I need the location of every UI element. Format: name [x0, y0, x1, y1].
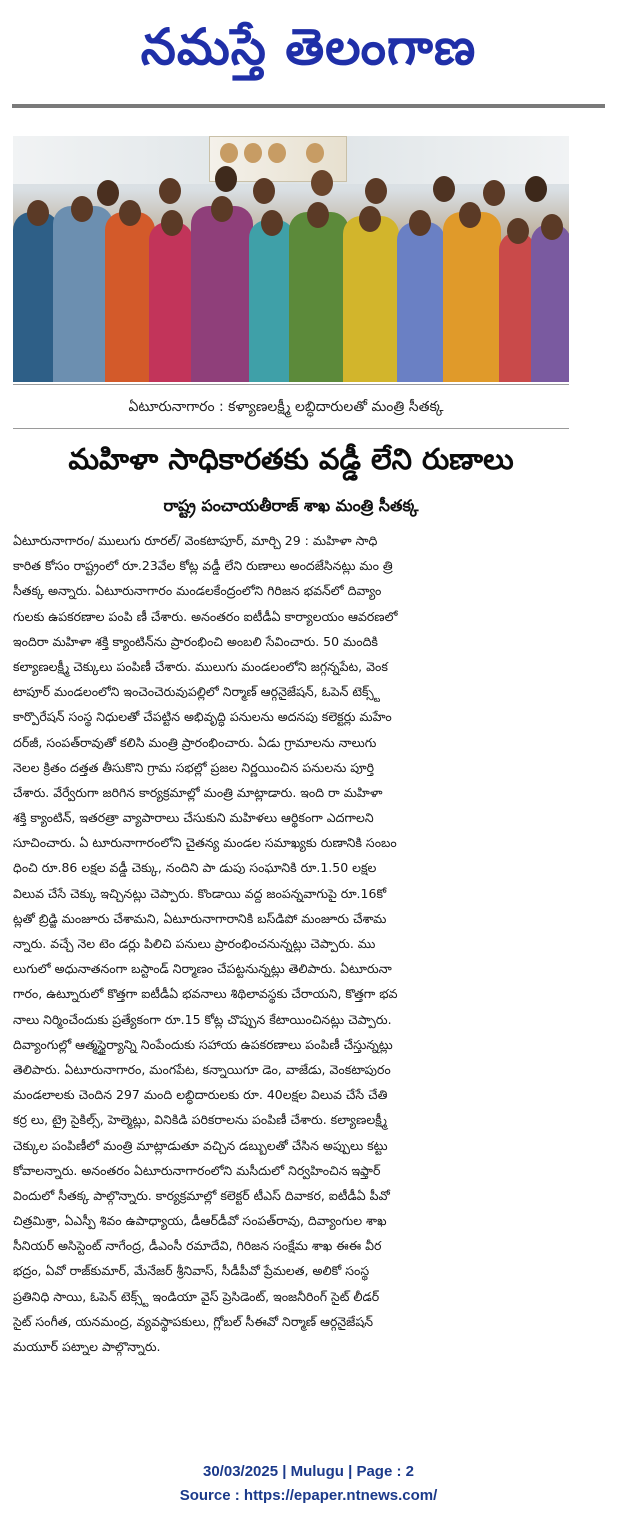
article-line: దర్‌జీ, సంపత్‌రావుతో కలిసి మంత్రి ప్రారంభించారు. ఏడు గ్రామాలను నాలుగు — [13, 734, 377, 750]
person-head — [97, 180, 119, 206]
article-line: సూచించారు. ఏ టూరునాగారంలోని చైతన్య మండల సమాఖ్యకు రుణానికి సంబం — [13, 835, 397, 851]
person-figure — [289, 212, 349, 382]
banner-portrait-icon — [268, 143, 286, 163]
article-line: కోవాలన్నారు. అనంతరం ఏటూరునాగారంలోని మసీదులో నిర్వహించిన ఇఫ్తార్ — [13, 1162, 381, 1178]
article-line: నెలల క్రితం దత్తత తీసుకొని గ్రామ సభల్లో ప్రజల నిర్ణయించిన పనులను పూర్తి — [13, 759, 375, 775]
article-line: న్నారు. వచ్చే నెల టెం డర్లు పిలిచి పనులు ప్రారంభించనున్నట్లు చెప్పారు. ము — [13, 936, 376, 951]
person-head — [27, 200, 49, 226]
person-figure — [149, 222, 193, 382]
person-head — [261, 210, 283, 236]
article-line: విలువ చేసే చెక్కు ఇచ్చినట్లు చెప్పారు. కొండాయి వద్ద జంపన్నవాగుపై రూ.16కో — [13, 885, 387, 901]
banner-portrait-icon — [220, 143, 238, 163]
person-head — [307, 202, 329, 228]
article-body — [13, 528, 569, 1384]
person-head — [119, 200, 141, 226]
article-line: సీతక్క అన్నారు. ఏటూరునాగారం మండలకేంద్రంలోని గిరిజన భవన్‌లో దివ్యాం — [13, 583, 382, 599]
footer-date-line: 30/03/2025 | Mulugu | Page : 2 — [203, 1463, 414, 1480]
person-figure — [105, 212, 155, 382]
person-figure — [53, 206, 113, 382]
person-head — [359, 206, 381, 232]
article-line: తెలిపారు. ఏటూరునాగారం, మంగపేట, కన్నాయిగూ డెం, వాజేడు, వెంకటాపురం — [13, 1061, 391, 1077]
person-head — [507, 218, 529, 244]
article-line: నాలు నిర్మించేందుకు ప్రత్యేకంగా రూ.15 కోట్ల చొప్పున కేటాయించినట్లు చెప్పారు. — [13, 1011, 392, 1027]
photo-caption: ఏటూరునాగారం : కళ్యాణలక్ష్మీ లబ్ధిదారులతో మంత్రి సీతక్క — [128, 399, 444, 415]
banner-portrait-icon — [306, 143, 324, 163]
banner-portrait-icon — [244, 143, 262, 163]
article-line — [13, 1359, 569, 1384]
news-photo — [13, 136, 569, 382]
article-line: సీనియర్ అసిస్టెంట్ నాగేంద్ర, డీఎంసీ రమాదేవి, గిరిజన సంక్షేమ శాఖ ఈఈ వీర — [13, 1238, 382, 1254]
person-head — [459, 202, 481, 228]
person-head — [161, 210, 183, 236]
person-head — [483, 180, 505, 206]
person-figure — [443, 212, 501, 382]
person-figure — [397, 222, 445, 382]
person-head — [525, 176, 547, 202]
article-line: దివ్యాంగుల్లో ఆత్మస్థైర్యాన్ని నింపేందుకు సహాయ ఉపకరణాలు పంపిణీ చేస్తున్నట్లు — [13, 1036, 393, 1052]
article-line: కర్ర లు, ట్రై సైకిల్స్, హెల్మెట్లు, వినికిడి పరికరాలను పంపిణీ చేశారు. కల్యాణలక్ష్మీ — [13, 1112, 387, 1128]
article-line: మయూర్ పట్నాల పాల్గొన్నారు. — [13, 1339, 161, 1354]
article-headline: మహిళా సాధికారతకు వడ్డీ లేని రుణాలు — [68, 442, 514, 476]
person-head — [159, 178, 181, 204]
article-line: ఇందిరా మహిళా శక్తి క్యాంటిన్‌ను ప్రారంభించి అంబలి సేవించారు. 50 మందికి — [13, 633, 378, 649]
person-head — [409, 210, 431, 236]
article-line: ప్రతినిధి సాయి, ఓపెన్ టెక్స్ట్ ఇండియా వైస్ ప్రెసిడెంట్, ఇంజనీరింగ్ సైట్ లీడర్ — [13, 1288, 380, 1304]
person-head — [541, 214, 563, 240]
person-head — [215, 166, 237, 192]
person-figure — [191, 206, 253, 382]
person-head — [253, 178, 275, 204]
article-line: గులకు ఉపకరణాల పంపి ణీ చేశారు. అనంతరం ఐటీడీఏ కార్యాలయం ఆవరణలో — [13, 608, 398, 624]
masthead-divider — [12, 104, 605, 108]
person-head — [311, 170, 333, 196]
caption-rule-top — [13, 384, 569, 385]
article-line: మండలాలకు చెందిన 297 మంది లబ్ధిదారులకు రూ. 40లక్షల విలువ చేసే చేతి — [13, 1087, 388, 1103]
article-line: విందులో సీతక్క పాల్గొన్నారు. కార్యక్రమాల్లో కలెక్టర్ టీఎస్ దివాకర, ఐటీడీఏ పీవో — [13, 1187, 390, 1203]
article-line: చేశారు. వేర్వేరుగా జరిగిన కార్యక్రమాల్లో మంత్రి మాట్లాడారు. ఇంది రా మహిళా — [13, 784, 383, 800]
article-line: ధించి రూ.86 లక్షల వడ్డీ చెక్కు, నందిని పా డుపు సంఘానికి రూ.1.50 లక్షల — [13, 860, 377, 876]
masthead — [0, 0, 617, 96]
footer-source-link[interactable]: Source : https://epaper.ntnews.com/ — [179, 1487, 438, 1504]
article-line: లుగులో అధునాతనంగా బస్టాండ్ నిర్మాణం చేపట్టనున్నట్లు తెలిపారు. ఏటూరునా — [13, 961, 392, 977]
article-line: శక్తి క్యాంటిన్, ఇతరత్రా వ్యాపారాలు చేసుకుని మహిళలు ఆర్థికంగా ఎదగాలని — [13, 810, 374, 826]
article-line: చిత్రమిశ్రా, ఏఎస్పీ శివం ఉపాధ్యాయ, డీఆర్‌డీవో సంపత్‌రావు, దివ్యాంగుల శాఖ — [13, 1213, 387, 1229]
article-subhead: రాష్ట్ర పంచాయతీరాజ్ శాఖ మంత్రి సీతక్క — [163, 496, 419, 515]
person-head — [433, 176, 455, 202]
person-head — [365, 178, 387, 204]
person-figure — [343, 216, 399, 382]
person-head — [211, 196, 233, 222]
article-line: సైట్ సంగీత, యనమంద్ర, వ్యవస్థాపకులు, గ్లోబల్ సీఈవో నిర్మాణ్ ఆర్గనైజేషన్ — [13, 1313, 374, 1329]
article-line: చెక్కుల పంపిణీలో మంత్రి మాట్లాడుతూ వచ్చిన డబ్బులతో చేసిన అప్పులు కట్టు — [13, 1137, 388, 1153]
article-line: భద్రం, ఏవో రాజ్‌కుమార్, మేనేజర్ శ్రీనివాస్, సీడీపీవో ప్రేమలత, అలికో సంస్థ — [13, 1263, 370, 1279]
person-figure — [531, 224, 569, 382]
article-line: కల్యాణలక్ష్మీ చెక్కులు పంపిణీ చేశారు. ములుగు మండలంలోని జగ్గన్నపేట, వెంక — [13, 658, 388, 674]
article-line: టాపూర్ మండలంలోని ఇంచెంచెరువుపల్లిలో నిర్మాణ్ ఆర్గనైజేషన్, ఓపెన్ టెక్స్ట్ — [13, 684, 381, 700]
article-line: కారిత కోసం రాష్ట్రంలో రూ.23వేల కోట్ల వడ్డీ లేని రుణాలు అందజేసినట్లు మం త్రి — [13, 558, 393, 574]
person-figure — [499, 232, 535, 382]
article-line: ఏటూరునాగారం/ ములుగు రూరల్/ వెంకటాపూర్, మార్చి 29 : మహిళా సాధి — [13, 533, 378, 548]
article-line: కార్పొరేషన్ సంస్థ నిధులతో చేపట్టిన అభివృద్ధి పనులను అదనపు కలెక్టర్లు మహేం — [13, 709, 392, 725]
article-line: గారం, ఉట్నూరులో కొత్తగా ఐటీడీఏ భవనాలు శిథిలావస్థకు చేరాయని, కొత్తగా భవ — [13, 986, 398, 1002]
article-line: ట్లతో బ్రిడ్జి మంజూరు చేశామని, ఏటూరునాగారానికి బస్‌డిపో మంజూరు చేశామ — [13, 910, 387, 926]
person-head — [71, 196, 93, 222]
newspaper-logo-title: నమస్తే తెలంగాణ — [140, 18, 477, 76]
caption-rule-bottom — [13, 428, 569, 429]
